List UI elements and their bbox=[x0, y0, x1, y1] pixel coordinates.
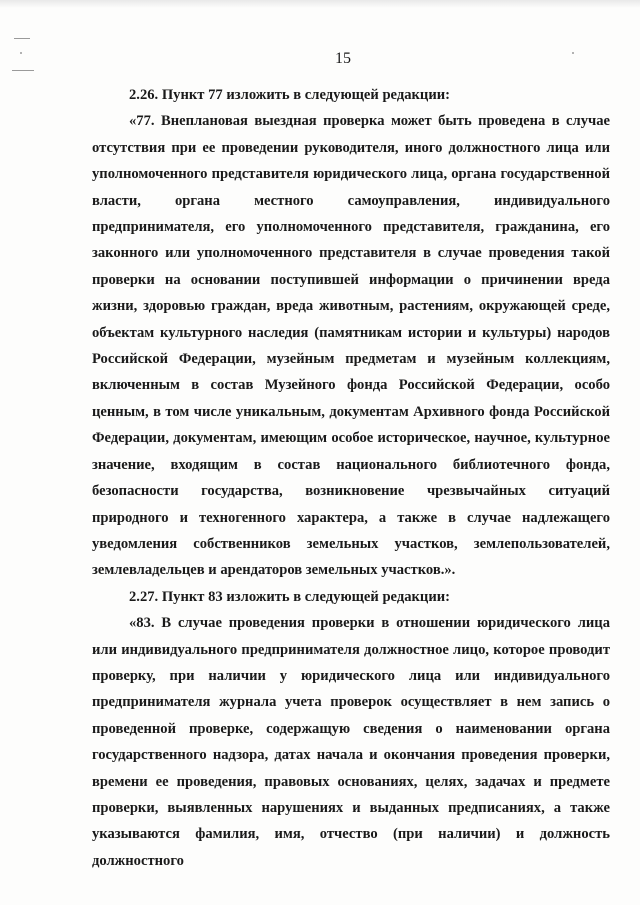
paragraph-heading-2-26: 2.26. Пункт 77 изложить в следующей редакции: bbox=[129, 87, 451, 103]
scan-mark bbox=[14, 38, 30, 39]
paragraph-item-77: «77. Внеплановая выездная проверка может быть проведена в случае отсутствия при ее проведении руководителя, иного должностного лица или уполномоченного представителя юридического лица, органа государственной власти, органа местного самоуправления, индивидуального предпринимателя, его уполномоченного представителя, гражданина, его законного или уполномоченного представителя в случае проведения такой проверки на основании поступившей информации о причинении вреда жизни, здоровью граждан, вреда животным, растениям, окружающей среде, объектам культурного наследия (памятникам истории и культуры) народов Российской Федерации, музейным предметам и музейным коллекциям, включенным в состав Музейного фонда Российской Федерации, особо ценным, в том числе уникальным, документам Архивного фонда Российской Федерации, документам, имеющим особое историческое, научное, культурное значение, входящим в состав национального библиотечного фонда, безопасности государства, возникновение чрезвычайных ситуаций природного и техногенного характера, а также в случае надлежащего уведомления собственников земельных участков, землепользователей, землевладельцев и арендаторов земельных участков.». bbox=[92, 113, 610, 579]
scan-edge bbox=[0, 0, 640, 8]
paragraph-heading-2-27: 2.27. Пункт 83 изложить в следующей редакции: bbox=[129, 588, 451, 605]
document-body bbox=[92, 82, 610, 874]
paragraph-item-83: «83. В случае проведения проверки в отношении юридического лица или индивидуального предпринимателя должностное лицо, которое проводит проверку, при наличии у юридического лица или индивидуального предпринимателя журнала учета проверок осуществляет в нем запись о проведенной проверке, содержащую сведения о наименовании органа государственного надзора, датах начала и окончания проведения проверки, времени ее проведения, правовых основаниях, целях, задачах и предмете проверки, выявленных нарушениях и выданных предписаниях, а также указываются фамилия, имя, отчество (при наличии) и должность должностного bbox=[92, 615, 610, 869]
page-number: 15 bbox=[335, 50, 351, 67]
scan-mark bbox=[12, 70, 34, 71]
